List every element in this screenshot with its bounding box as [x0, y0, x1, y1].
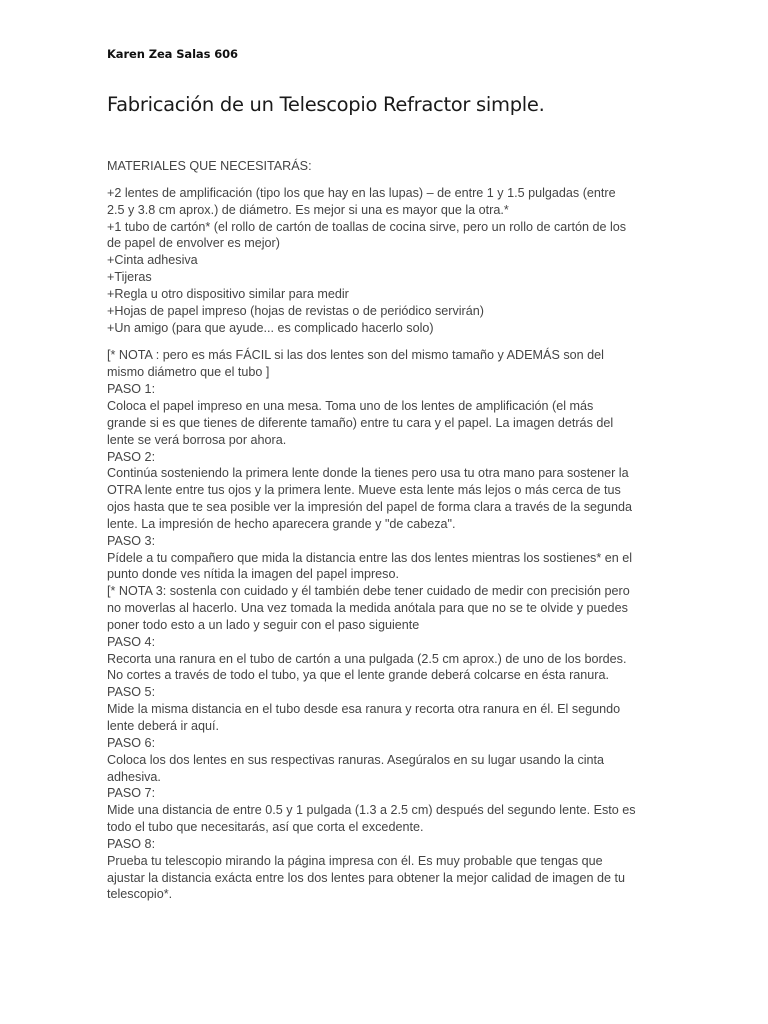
step-text: Coloca los dos lentes en sus respectivas ranuras. Asegúralos en su lugar usando la cinta — [107, 752, 605, 767]
document-body — [107, 158, 667, 903]
step-text: Mide una distancia de entre 0.5 y 1 pulgada (1.3 a 2.5 cm) después del segundo lente. Esto es — [107, 803, 636, 818]
step-text: adhesiva. — [107, 769, 161, 784]
step-text: Continúa sosteniendo la primera lente donde la tienes pero usa tu otra mano para sostener la — [107, 466, 629, 481]
spacer — [107, 175, 667, 185]
step-heading: PASO 5: — [107, 685, 156, 700]
step-heading: PASO 2: — [107, 449, 156, 464]
step-text: ajustar la distancia exácta entre los dos lentes para obtener la mejor calidad de imagen de tu — [107, 870, 626, 885]
step-text: No cortes a través de todo el tubo, ya que el lente grande deberá colcarse en ésta ranura. — [107, 668, 609, 683]
materials-heading: MATERIALES QUE NECESITARÁS: — [107, 159, 312, 173]
step-text: Recorta una ranura en el tubo de cartón a una pulgada (2.5 cm aprox.) de uno de los bordes. — [107, 651, 627, 666]
step-heading: PASO 6: — [107, 735, 156, 750]
steps-section — [107, 347, 667, 903]
materials-list — [107, 185, 667, 337]
materials-line: +Hojas de papel impreso (hojas de revistas o de periódico servirán) — [107, 303, 484, 318]
materials-line: 2.5 y 3.8 cm aprox.) de diámetro. Es mejor si una es mayor que la otra.* — [107, 202, 509, 217]
note-line: mismo diámetro que el tubo ] — [107, 365, 270, 380]
note-line: poner todo esto a un lado y seguir con el paso siguiente — [107, 617, 420, 632]
materials-line: +Regla u otro dispositivo similar para medir — [107, 286, 349, 301]
step-heading: PASO 4: — [107, 634, 156, 649]
materials-line: +Cinta adhesiva — [107, 253, 198, 268]
step-text: punto donde ves nítida la imagen del papel impreso. — [107, 567, 399, 582]
step-heading: PASO 1: — [107, 382, 156, 397]
step-text: lente deberá ir aquí. — [107, 719, 220, 733]
document-title: Fabricación de un Telescopio Refractor simple. — [107, 93, 545, 116]
note-line: [* NOTA 3: sostenla con cuidado y él también debe tener cuidado de medir con precisión pero — [107, 584, 630, 599]
step-text: telescopio*. — [107, 887, 173, 902]
step-heading: PASO 7: — [107, 786, 156, 801]
step-heading: PASO 8: — [107, 836, 156, 851]
step-heading: PASO 3: — [107, 533, 156, 548]
step-text: Prueba tu telescopio mirando la página impresa con él. Es muy probable que tengas que — [107, 853, 603, 868]
spacer — [107, 336, 667, 347]
note-line: no moverlas al hacerlo. Una vez tomada la medida anótala para que no se te olvide y puedes — [107, 601, 628, 616]
step-text: ojos hasta que te sea posible ver la impresión del papel de forma clara a través de la segunda — [107, 500, 633, 515]
materials-line: +Un amigo (para que ayude... es complicado hacerlo solo) — [107, 320, 434, 335]
step-text: OTRA lente entre tus ojos y la primera lente. Mueve esta lente más lejos o más cerca de tus — [107, 483, 621, 498]
step-text: Coloca el papel impreso en una mesa. Toma uno de los lentes de amplificación (el más — [107, 398, 594, 413]
materials-line: +Tijeras — [107, 270, 152, 285]
materials-line: +1 tubo de cartón* (el rollo de cartón de toallas de cocina sirve, pero un rollo de cartón de los — [107, 219, 627, 234]
note-line: [* NOTA : pero es más FÁCIL si las dos lentes son del mismo tamaño y ADEMÁS son del — [107, 348, 604, 363]
materials-line: de papel de envolver es mejor) — [107, 236, 280, 251]
step-text: Pídele a tu compañero que mida la distancia entre las dos lentes mientras los sostienes* en el — [107, 550, 633, 565]
step-text: lente se verá borrosa por ahora. — [107, 432, 287, 447]
author-line: Karen Zea Salas 606 — [107, 47, 238, 61]
step-text: todo el tubo que necesitarás, así que corta el excedente. — [107, 820, 424, 835]
step-text: lente. La impresión de hecho aparecera grande y "de cabeza". — [107, 516, 456, 531]
step-text: Mide la misma distancia en el tubo desde esa ranura y recorta otra ranura en él. El segundo — [107, 702, 621, 717]
step-text: grande si es que tienes de diferente tamaño) entre tu cara y el papel. La imagen detrás del — [107, 415, 614, 430]
materials-line: +2 lentes de amplificación (tipo los que hay en las lupas) – de entre 1 y 1.5 pulgadas (entre — [107, 185, 616, 200]
